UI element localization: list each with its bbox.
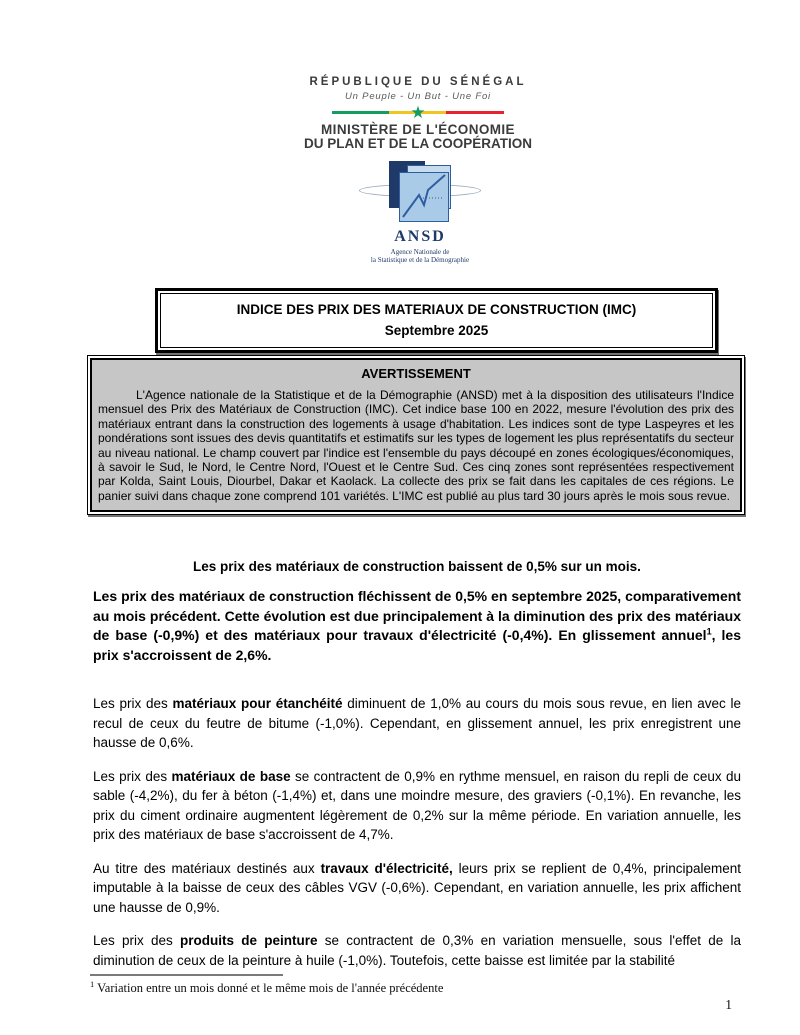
republic-title: RÉPUBLIQUE DU SÉNÉGAL xyxy=(309,76,527,88)
notice-title: AVERTISSEMENT xyxy=(361,366,471,381)
ansd-logo-graphic xyxy=(361,161,479,223)
report-body xyxy=(93,557,741,984)
report-headline: Les prix des matériaux de construction baissent de 0,5% sur un mois. xyxy=(193,559,641,574)
ansd-subtitle-line1: Agence Nationale de xyxy=(390,248,450,256)
report-title: INDICE DES PRIX DES MATERIAUX DE CONSTRUCTION (IMC) xyxy=(236,302,637,317)
ministry-line1: MINISTÈRE DE L'ÉCONOMIE xyxy=(321,122,515,137)
national-motto: Un Peuple - Un But - Une Foi xyxy=(345,91,491,102)
ministry-line2: DU PLAN ET DE LA COOPÉRATION xyxy=(303,136,532,151)
ansd-logo xyxy=(0,161,800,267)
government-header-content xyxy=(304,76,532,151)
footnote-marker: 1 xyxy=(90,978,95,989)
senegal-flag-divider xyxy=(332,102,504,122)
body-paragraph: Les prix des matériaux pour étanchéité diminuent de 1,0% au cours du mois sous revue, en lien avec le recul de ceux du feutre de bitume (-1,0%). Cependant, en glissement annuel, les prix enregistrent une hausse de 0,6%. xyxy=(93,696,741,750)
body-paragraph: Au titre des matériaux destinés aux travaux d'électricité, leurs prix se replient de 0,4%, principalement imputable à la baisse de ceux des câbles VGV (-0,6%). Cependant, en variation annuelle, les prix affichent une hausse de 0,9%. xyxy=(93,860,741,915)
footnote-area xyxy=(90,974,740,996)
government-header xyxy=(0,76,800,153)
footnote-separator xyxy=(90,974,283,976)
body-paragraph: Les prix des produits de peinture se contractent de 0,3% en variation mensuelle, sous l'effet de la diminution de ceux de la peinture à huile (-1,0%). Toutefois, cette baisse est limitée par la stabilité xyxy=(93,933,741,968)
footnote-label: Variation entre un mois donné et le même mois de l'année précédente xyxy=(94,981,444,995)
notice-box xyxy=(87,355,745,515)
footnote xyxy=(90,978,740,996)
report-title-box-inner xyxy=(160,293,713,348)
ansd-subtitle xyxy=(361,248,479,264)
body-paragraphs xyxy=(93,587,741,970)
notice-body: L'Agence nationale de la Statistique et de la Démographie (ANSD) met à la disposition des utilisateurs l'Indice mensuel des Prix des Matériaux de Construction (IMC). Cet indice base 100 en 2022, mesure l'évolution des prix des matériaux entrant dans la construction des logements à usage d'habitation. Les indices sont de type Laspeyres et les pondérations sont issues des devis quantitatifs et estimatifs sur les types de logement les plus représentatifs du secteur au niveau national. Le champ couvert par l'indice est l'ensemble du pays découpé en zones écologiques/économiques, à savoir le Sud, le Nord, le Centre Nord, l'Ouest et le Centre Sud. Ces cinq zones sont représentées respectivement par Kolda, Saint Louis, Diourbel, Dakar et Kaolack. La collecte des prix se fait dans les capitales de ces régions. Le panier suivi dans chaque zone comprend 101 variétés. L'IMC est publié au plus tard 30 jours après le mois sous revue. xyxy=(98,388,734,503)
chart-line-icon xyxy=(400,173,448,221)
ansd-subtitle-line2: la Statistique et de la Démographie xyxy=(370,256,470,264)
report-title-box xyxy=(155,288,718,353)
notice-box-inner xyxy=(90,358,742,512)
body-paragraph: Les prix des matériaux de construction fléchissent de 0,5% en septembre 2025, comparativement au mois précédent. Cette évolution est due principalement à la diminution des prix des matériaux de base (-0,9%) et des matériaux pour travaux d'électricité (-0,4%). En glissement annuel$^1$, les prix s'accroissent de 2,6%. xyxy=(93,588,741,663)
star-icon: ★ xyxy=(410,102,426,122)
page-number: 1 xyxy=(725,997,732,1012)
report-period: Septembre 2025 xyxy=(384,323,489,338)
ansd-acronym: ANSD xyxy=(394,228,446,245)
flag-red-strip xyxy=(446,111,504,114)
ansd-logo-content xyxy=(361,161,479,264)
body-paragraph: Les prix des matériaux de base se contractent de 0,9% en rythme mensuel, en raison du repli de ceux du sable (-4,2%), du fer à béton (-1,4%) et, dans une moindre mesure, des graviers (-0,1%). En revanche, les prix du ciment ordinaire augmentent légèrement de 0,2% sur la même période. En variation annuelle, les prix des matériaux de base s'accroissent de 4,7%. xyxy=(93,768,741,842)
logo-front-square-icon xyxy=(399,172,449,222)
flag-green-strip xyxy=(332,111,390,114)
